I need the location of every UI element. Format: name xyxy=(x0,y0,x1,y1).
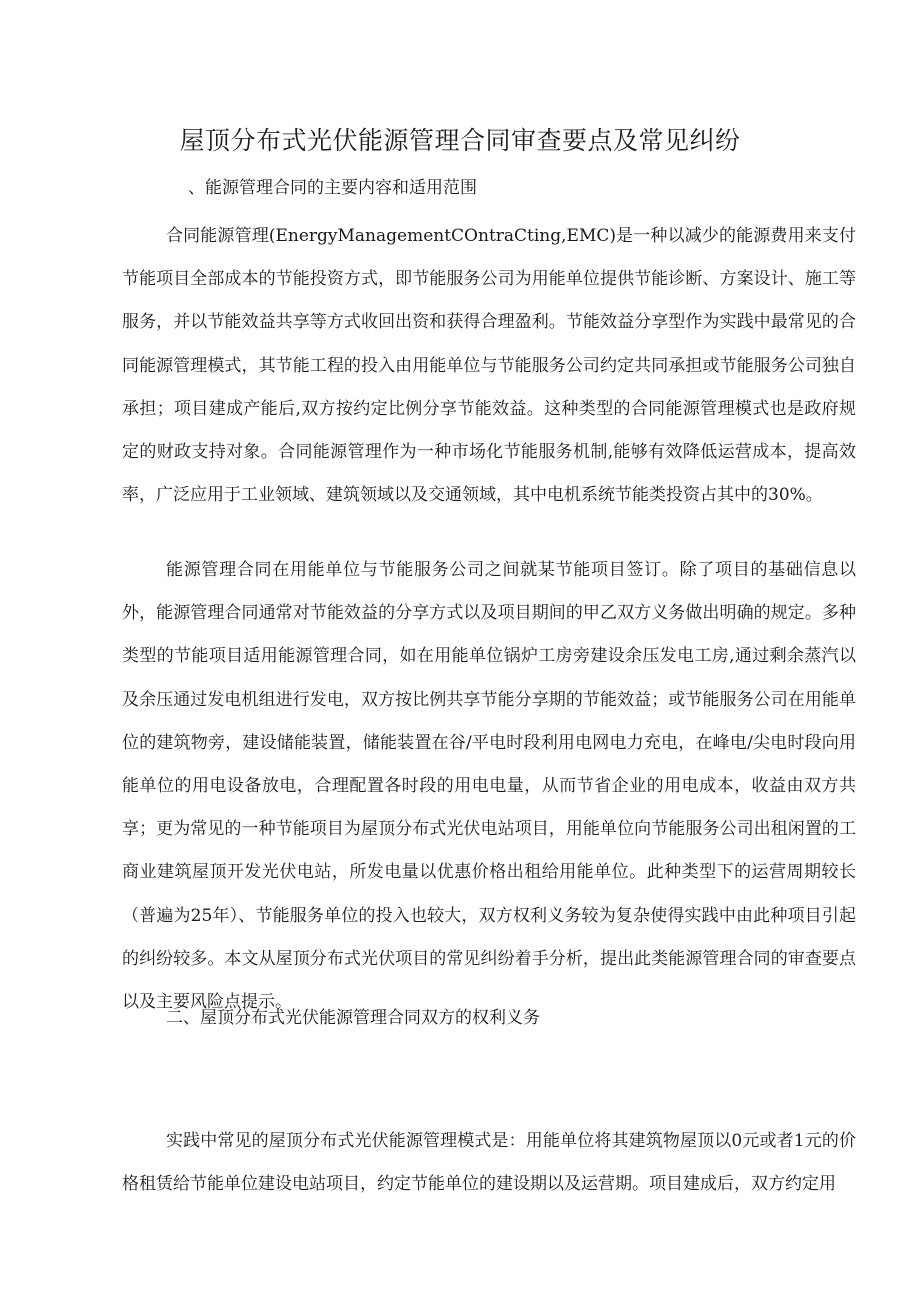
paragraph-2: 能源管理合同在用能单位与节能服务公司之间就某节能项目签订。除了项目的基础信息以外，能源管理合同通常对节能效益的分享方式以及项目期间的甲乙双方义务做出明确的规定。多种类型的节能项目适用能源管理合同，如在用能单位锅炉工房旁建设余压发电工房,通过剩余蒸汽以及余压通过发电机组进行发电，双方按比例共享节能分享期的节能效益；或节能服务公司在用能单位的建筑物旁，建设储能装置，储能装置在谷/平电时段利用电网电力充电，在峰电/尖电时段向用能单位的用电设备放电，合理配置各时段的用电电量，从而节省企业的用电成本，收益由双方共享；更为常见的一种节能项目为屋顶分布式光伏电站项目，用能单位向节能服务公司出租闲置的工商业建筑屋顶开发光伏电站，所发电量以优惠价格出租给用能单位。此种类型下的运营周期较长（普遍为25年）、节能服务单位的投入也较大，双方权利义务较为复杂使得实践中由此种项目引起的纠纷较多。本文从屋顶分布式光伏项目的常见纠纷着手分析，提出此类能源管理合同的审查要点以及主要风险点提示。 xyxy=(122,560,857,1013)
section-heading-2: 二、屋顶分布式光伏能源管理合同双方的权利义务 xyxy=(166,1008,540,1028)
paragraph-1: 合同能源管理(EnergyManagementCOntraCting,EMC)是一种以减少的能源费用来支付节能项目全部成本的节能投资方式，即节能服务公司为用能单位提供节能诊断、方案设计、施工等服务，并以节能效益共享等方式收回出资和获得合理盈利。节能效益分享型作为实践中最常见的合同能源管理模式，其节能工程的投入由用能单位与节能服务公司约定共同承担或节能服务公司独自承担；项目建成产能后,双方按约定比例分享节能效益。这种类型的合同能源管理模式也是政府规定的财政支持对象。合同能源管理作为一种市场化节能服务机制,能够有效降低运营成本，提高效率，广泛应用于工业领域、建筑领域以及交通领域，其中电机系统节能类投资占其中的30%。 xyxy=(122,226,856,506)
section-heading-1: 、能源管理合同的主要内容和适用范围 xyxy=(188,178,477,198)
document-title: 屋顶分布式光伏能源管理合同审查要点及常见纠纷 xyxy=(179,126,741,155)
paragraph-3: 实践中常见的屋顶分布式光伏能源管理模式是：用能单位将其建筑物屋顶以0元或者1元的价格租赁给节能单位建设电站项目，约定节能单位的建设期以及运营期。项目建成后，双方约定用 xyxy=(122,1131,856,1195)
